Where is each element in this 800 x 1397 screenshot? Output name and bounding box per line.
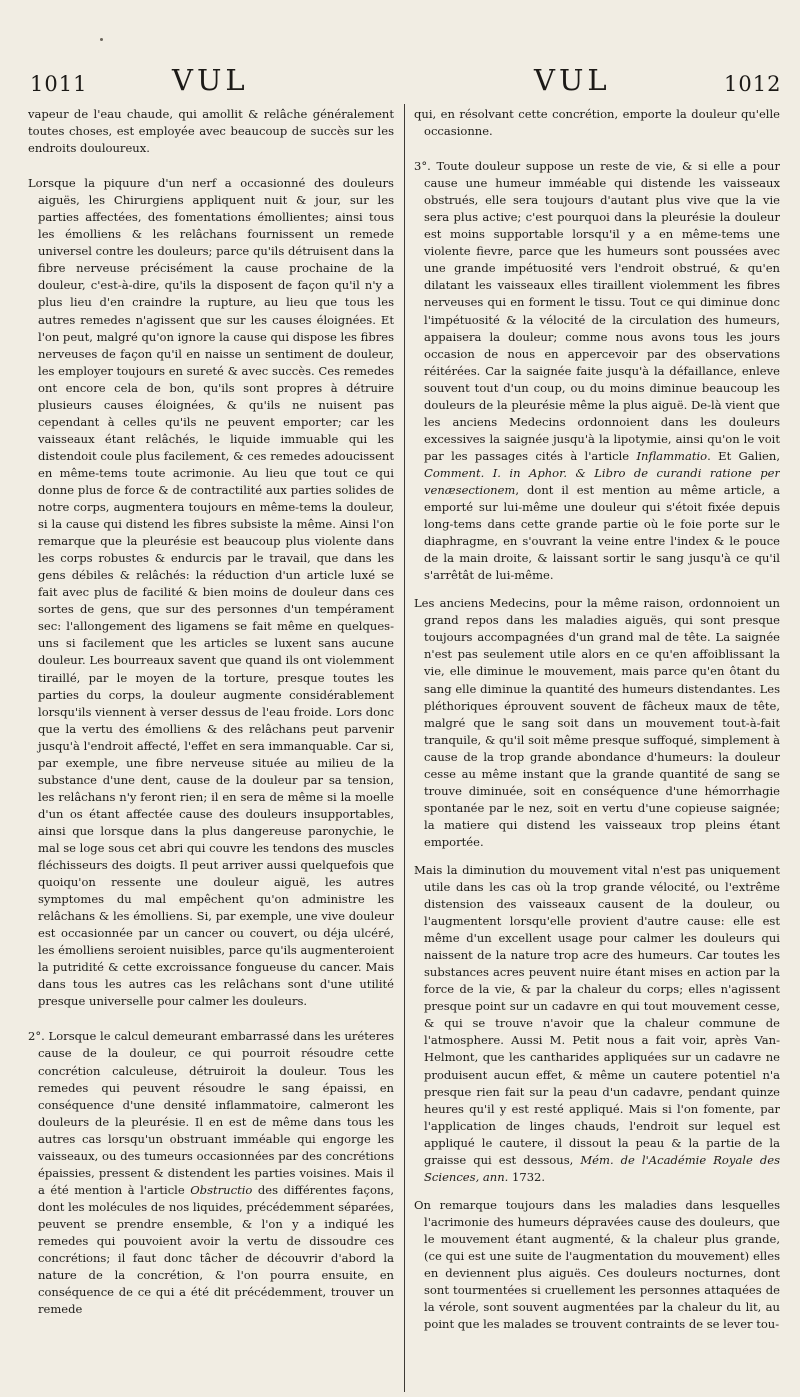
ink-speck [100,38,103,41]
italic-reference: Mém. de l'Académie Royale des Sciences, ann. [424,1152,780,1184]
page-number-left: 1011 [30,72,88,96]
paragraph [414,862,780,1186]
text-run: , dont il est mention au même article, a emporté sur lui-même une douleur qui s'étoit fixée depuis long-tems dans cette grande partie où le foie porte sur le diaphragme, en s'ouvrant la veine entre l'index & le pouce de la main droite, & laissant sortir le sang jusqu'à ce qu'il s'arrêtât de lui-même. [424,482,780,583]
left-column [28,106,394,1394]
italic-reference: Inflammatio [636,448,708,463]
paragraph: Lorsque la piquure d'un nerf a occasionné des douleurs aiguës, les Chirurgiens appliquent nuit & jour, sur les parties affectées, des fomentations émollientes; ainsi tous les émolliens & les relâchans fournissent un remede universel contre les douleurs; parce qu'ils détruisent dans la fibre nerveuse précisément la cause prochaine de la douleur, c'est-à-dire, qu'ils la disposent de façon qu'il n'y a plus lieu d'en craindre la rupture, au lieu que tous les autres remedes n'agissent que sur les causes éloignées. Et l'on peut, malgré qu'on ignore la cause qui dispose les fibres nerveuses de façon qu'il en naisse un sentiment de douleur, les employer toujours en sureté & avec succès. Ces remedes ont encore cela de bon, qu'ils sont propres à détruire plusieurs causes éloignées, & qu'ils ne nuisent pas cependant à celles qu'ils ne peuvent emporter; car les vaisseaux étant relâchés, le liquide immuable qui les distendoit coule plus facilement, & ces remedes adoucissent en même-tems toute acrimonie. Au lieu que tout ce qui donne plus de force & de contractilité aux parties solides de notre corps, augmentera toujours en même-tems la douleur, si la cause qui distend les fibres subsiste la même. Ainsi l'on remarque que la pleurésie est beaucoup plus violente dans les corps robustes & endurcis par le travail, que dans les gens débiles & relâchés: la réduction d'un article luxé se fait avec plus de facilité & bien moins de douleur dans ces sortes de gens, que sur des personnes d'un tempérament sec: l'allongement des ligamens se fait même en quelques-uns si facilement que les articles se luxent sans aucune douleur. Les bourreaux savent que quand ils ont violemment tiraillé, par le moyen de la torture, presque toutes les parties du corps, la douleur augmente considérablement lorsqu'ils viennent à verser dessus de l'eau froide. Lors donc que la vertu des émolliens & des relâchans peut parvenir jusqu'à l'endroit affecté, l'effet en sera immanquable. Car si, par exemple, une fibre nerveuse située au milieu de la substance d'une dent, cause de la douleur par sa tension, les relâchans n'y feront rien; il en sera de même si la moelle d'un os étant affectée cause des douleurs insupportables, ainsi que lorsque dans la plus dangereuse paronychie, le mal se loge sous cet abri qui couvre les tendons des muscles fléchisseurs des doigts. Il peut arriver aussi quelquefois que quoiqu'on ressente une douleur aiguë, les autres symptomes du mal empêchent qu'on administre les relâchans & les émolliens. Si, par exemple, une vive douleur est occasionnée par un cancer ou couvert, ou déja ulcéré, les émolliens seroient nuisibles, parce qu'ils augmenteroient la putridité & cette excroissance fongueuse du cancer. Mais dans tous les autres cas les relâchans sont d'une utilité presque universelle pour calmer les douleurs. [28,176,394,1009]
right-column [414,106,780,1394]
page-number-right: 1012 [724,72,782,96]
paragraph [414,158,780,584]
running-head-left: VUL [172,63,249,97]
paragraph [28,1028,394,1318]
paragraph: vapeur de l'eau chaude, qui amollit & relâche généralement toutes choses, est employée avec beaucoup de succès sur les endroits douloureux. [28,107,394,156]
text-run: 1732. [508,1169,546,1184]
paragraph: Les anciens Medecins, pour la même raison, ordonnoient un grand repos dans les maladies aiguës, qui sont presque toujours accompagnées d'un grand mal de tête. La saignée n'est pas seulement utile alors en ce qu'en affoiblissant la vie, elle diminue le mouvement, mais parce qu'en ôtant du sang elle diminue la quantité des humeurs distendantes. Les pléthoriques éprouvent souvent de fâcheux maux de tête, malgré que le sang soit dans un mouvement tout-à-fait tranquile, & qu'il soit même presque suffoqué, simplement à cause de la trop grande abondance d'humeurs: la douleur cesse au même instant que la grande quantité de sang se trouve diminuée, soit en conséquence d'une hémorrhagie spontanée par le nez, soit en vertu d'une copieuse saignée; la matiere qui distend les vaisseaux trop pleins étant emportée. [414,596,780,849]
text-run: Mais la diminution du mouvement vital n'est pas uniquement utile dans les cas où la trop grande vélocité, ou l'extrême distension des vaisseaux causent de la douleur, ou l'augmentent lorsqu'elle provient d'autre cause: elle est même d'un excellent usage pour calmer les douleurs qui naissent de la nature trop acre des humeurs. Car toutes les substances acres peuvent nuire étant mises en action par la force de la vie, & par la chaleur du corps; elles n'agissent presque point sur un cadavre en qui tout mouvement cesse, & qui se trouve n'avoir que la chaleur commune de l'atmosphere. Aussi M. Petit nous a fait voir, après Van-Helmont, que les cantharides appliquées sur un cadavre ne produisent aucun effet, & même un cautere potentiel n'a presque rien fait sur la peau d'un cadavre, pendant quinze heures qu'il y est resté appliqué. Mais si l'on fomente, par l'application de linges chauds, l'endroit sur lequel est appliqué le cautere, il dissout la peau & la partie de la graisse qui est dessous, [414,862,780,1167]
page-header [0,63,800,102]
paragraph: On remarque toujours dans les maladies dans lesquelles l'acrimonie des humeurs dépravées cause des douleurs, que le mouvement étant augmenté, & la chaleur plus grande, (ce qui est une suite de l'augmentation du mouvement) elles en deviennent plus aiguës. Ces douleurs nocturnes, dont sont tourmentées si cruellement les personnes attaquées de la vérole, sont souvent augmentées par la chaleur du lit, au point que les malades se trouvent contraints de se lever tou- [414,1197,780,1332]
paragraph: qui, en résolvant cette concrétion, emporte la douleur qu'elle occasionne. [414,107,780,139]
text-run: 2°. Lorsque le calcul demeurant embarrassé dans les uréteres cause de la douleur, ce qui pourroit résoudre cette concrétion calculeuse, détruiroit la douleur. Tous les remedes qui peuvent résoudre le sang épaissi, en conséquence d'une densité inflammatoire, calmeront les douleurs de la pleurésie. Il en est de même dans tous les autres cas lorsqu'un obstruant imméable qui engorge les vaisseaux, ou des tumeurs occasionnées par des concrétions épaissies, pressent & distendent les parties voisines. Mais il a été mention à l'article [28,1029,394,1197]
column-divider [404,104,405,1392]
text-run: . Et Galien, [707,448,780,463]
italic-reference: Obstructio [190,1182,253,1197]
text-run: 3°. Toute douleur suppose un reste de vie, & si elle a pour cause une humeur imméable qui distende les vaisseaux obstrués, elle sera toujours d'autant plus vive que la vie sera plus active; c'est pourquoi dans la pleurésie la douleur est moins supportable lorsqu'il y a en même-tems une violente fievre, parce que les humeurs sont poussées avec une grande impétuosité vers l'endroit obstrué, & qu'en dilatant les vaisseaux elles tiraillent violemment les fibres nerveuses qui en forment le tissu. Tout ce qui diminue donc l'impétuosité & la vélocité de la circulation des humeurs, appaisera la douleur; comme nous avons tous les jours occasion de nous en appercevoir par des observations réitérées. Car la saignée faite jusqu'à la défaillance, enleve souvent tout d'un coup, ou du moins diminue beaucoup les douleurs de la pleurésie même la plus aiguë. De-là vient que les anciens Medecins ordonnoient dans les douleurs excessives la saignée jusqu'à la lipotymie, ainsi qu'on le voit par les passages cités à l'article [414,159,780,463]
text-run: des différentes façons, dont les molécules de nos liquides, précédemment séparées, peuvent se prendre ensemble, & l'on y a indiqué les remedes qui pouvoient avoir la vertu de dissoudre ces concrétions; il faut donc tâcher de découvrir d'abord la nature de la concrétion, & l'on pourra ensuite, en conséquence de ce qui a été dit précédemment, trouver un remede [38,1182,394,1317]
italic-reference: Comment. I. in Aphor. & Libro de curandi ratione per venæsectionem [424,465,780,497]
running-head-right: VUL [534,63,611,97]
